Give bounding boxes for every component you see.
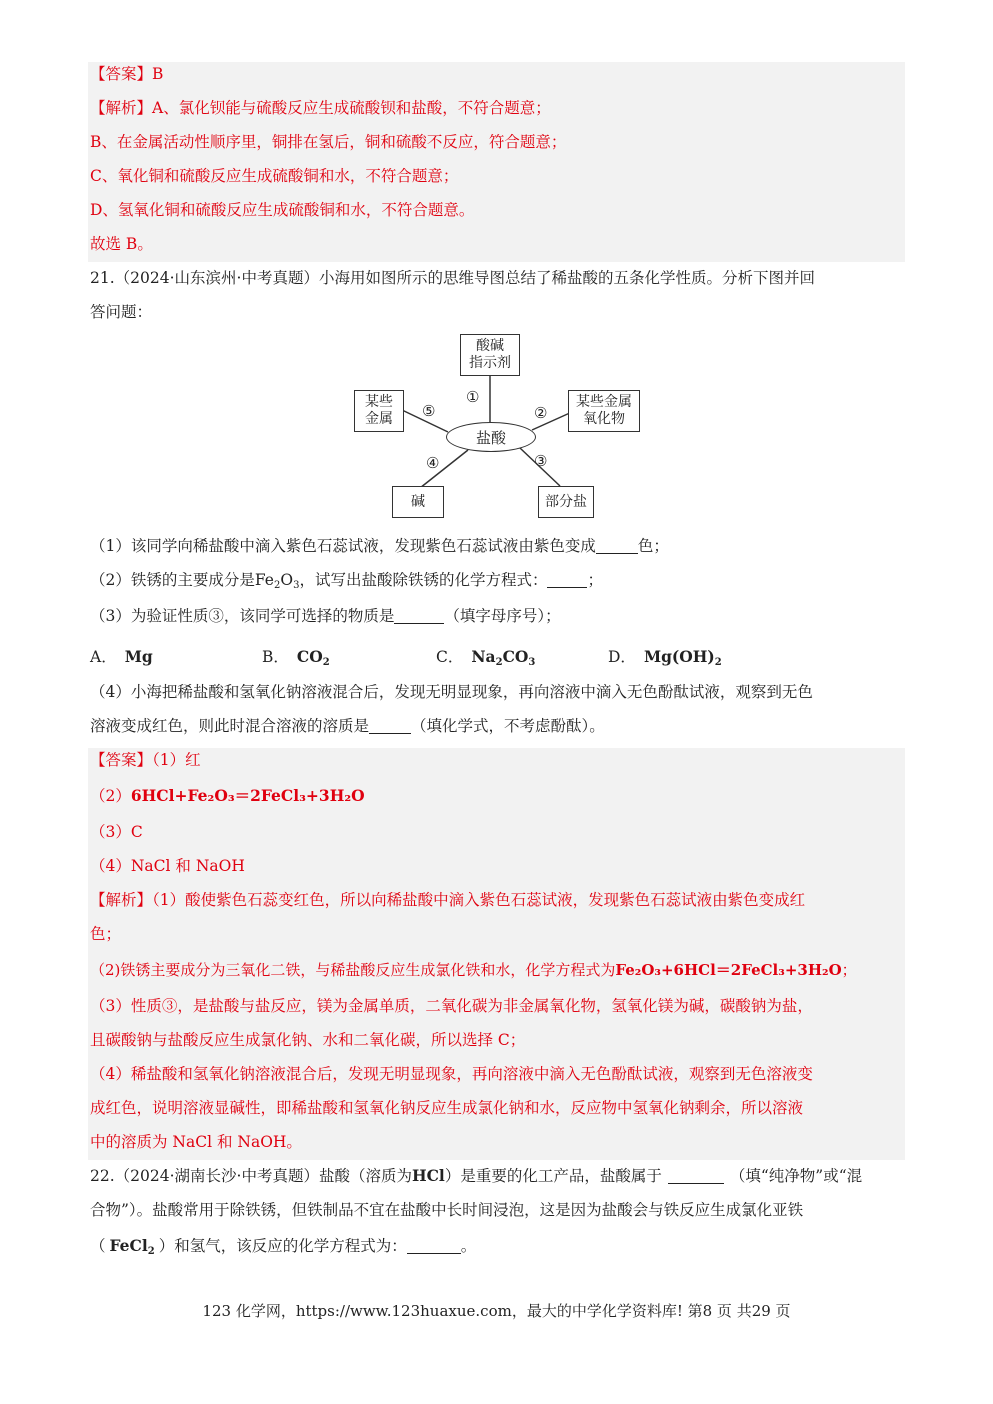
q21-sub4-line2: [90, 716, 605, 736]
fe2o3-formula: [255, 571, 300, 589]
q20-analysis-a: [90, 98, 551, 118]
fecl: FeCl: [109, 1236, 148, 1255]
q22-line2: 合物”）。盐酸常用于除铁锈，但铁制品不宜在盐酸中长时间浸泡，这是因为盐酸会与铁反应生成氯化亚铁: [90, 1201, 804, 1219]
answer-blank[interactable]: [369, 717, 411, 734]
q21-analysis-4a: （4）稀盐酸和氢氧化钠溶液混合后，发现无明显现象，再向溶液中滴入无色酚酞试液，观察到无色溶液变: [90, 1065, 813, 1083]
node-metal-line2: 金属: [365, 411, 393, 427]
option-d-text: [644, 647, 722, 666]
q21-analysis-1b: 色；: [90, 925, 122, 943]
sub3-text: （3）为验证性质: [90, 607, 209, 625]
label-2: ②: [534, 404, 548, 422]
node-metal-oxide-line1: 某些金属: [576, 394, 632, 410]
node-indicator: [460, 334, 520, 376]
circled-3: ③: [208, 607, 224, 625]
q21-answer-2: [90, 786, 365, 806]
sub2-text: （2）铁锈的主要成分是: [90, 571, 255, 589]
q21-analysis-4b: 成红色，说明溶液显碱性，即稀盐酸和氢氧化钠反应生成氯化钠和水，反应物中氢氧化钠剩余，所以溶液: [90, 1099, 804, 1117]
q22-mid: ）是重要的化工产品，盐酸属于: [444, 1167, 662, 1185]
q22-text: 22.（2024·湖南长沙·中考真题）盐酸（溶质为: [90, 1167, 412, 1185]
q21-sub3: [90, 606, 561, 626]
q20-analysis-d: D、氢氧化铜和硫酸反应生成硫酸铜和水，不符合题意。: [90, 201, 475, 219]
node-base-label: 碱: [411, 493, 425, 510]
mgoh: Mg(OH): [643, 647, 715, 666]
fecl2-formula: [110, 1236, 155, 1255]
answer-value: B: [152, 65, 164, 83]
option-d-label: D．: [608, 648, 636, 666]
sub: 2: [714, 657, 722, 668]
answer-blank[interactable]: [596, 537, 638, 554]
sub: 2: [495, 657, 503, 668]
answer-tag: 【答案】: [90, 751, 153, 769]
sub4-end: （填化学式，不考虑酚酞）。: [411, 717, 605, 735]
sub: 3: [528, 657, 536, 668]
q20-analysis-c: C、氧化铜和硫酸反应生成硫酸铜和水，不符合题意；: [90, 167, 459, 185]
q22-line1: [90, 1166, 862, 1186]
q20-answer-line: [90, 64, 163, 84]
sub4-text: 溶液变成红色，则此时混合溶液的溶质是: [90, 717, 370, 735]
analysis-end: ；: [841, 961, 857, 979]
o: O: [280, 571, 294, 589]
page-footer: 123 化学网，https://www.123huaxue.com，最大的中学化学资料库! 第8 页 共29 页: [202, 1302, 791, 1320]
q22-post: （填“纯净物”或“混: [729, 1167, 863, 1185]
answer-blank[interactable]: [547, 571, 587, 588]
option-a[interactable]: [90, 645, 153, 667]
q21-stem-line2: 答问题：: [90, 303, 153, 321]
option-a-label: A．: [90, 648, 117, 666]
option-b-text: [297, 647, 330, 666]
q21-sub2: [90, 570, 603, 590]
answer-blank[interactable]: [394, 607, 444, 624]
option-d[interactable]: [608, 645, 722, 667]
hcl-formula: HCl: [411, 1166, 445, 1185]
q22-text: ）和氢气，该反应的化学方程式为：: [158, 1237, 407, 1255]
node-metal-oxide-line2: 氧化物: [583, 411, 625, 427]
q20-answer-panel: [88, 62, 905, 262]
q21-analysis-3a: （3）性质③，是盐酸与盐反应，镁为金属单质，二氧化碳为非金属氧化物，氢氧化镁为碱，碳酸钠为盐，: [90, 997, 813, 1015]
sub: 3: [293, 580, 300, 591]
answer-text: （1）红: [152, 751, 201, 769]
label-4: ④: [426, 454, 440, 472]
sub2-end: ；: [587, 571, 603, 589]
answer-tag: 【答案】: [90, 65, 153, 83]
q21-analysis-2: [90, 960, 857, 980]
analysis-text: （2)铁锈主要成分为三氧化二铁，与稀盐酸反应生成氯化铁和水，化学方程式为: [90, 961, 616, 979]
option-c-text: [471, 647, 535, 666]
option-b[interactable]: [262, 645, 330, 667]
q21-analysis-3b: 且碳酸钠与盐酸反应生成氯化钠、水和二氧化碳，所以选择 C；: [90, 1031, 526, 1049]
node-indicator-line2: 指示剂: [469, 355, 511, 371]
q22-end: 。: [460, 1237, 477, 1255]
mind-map-diagram: [350, 330, 640, 522]
q21-answer-1: [90, 750, 201, 770]
sub1-text: （1）该同学向稀盐酸中滴入紫色石蕊试液，发现紫色石蕊试液由紫色变成: [90, 537, 596, 555]
sub: 2: [273, 580, 281, 591]
sub2-mid: ，试写出盐酸除铁锈的化学方程式：: [299, 571, 548, 589]
answer-blank[interactable]: [407, 1237, 461, 1254]
q21-sub1: [90, 536, 669, 556]
node-center-label: 盐酸: [475, 428, 506, 447]
label-1: ①: [466, 388, 480, 406]
label-3: ③: [534, 452, 548, 470]
analysis-text: A、氯化钡能与硫酸反应生成硫酸钡和盐酸，不符合题意；: [152, 99, 551, 117]
node-salt: [538, 486, 594, 518]
node-base: [392, 486, 444, 518]
analysis-tag: 【解析】: [90, 891, 153, 909]
q20-conclusion: 故选 B。: [90, 235, 153, 253]
sub3-mid: ，该同学可选择的物质是: [223, 607, 395, 625]
sub: 2: [322, 657, 330, 668]
option-a-text: Mg: [124, 647, 153, 666]
q21-answer-4: （4）NaCl 和 NaOH: [90, 857, 245, 875]
q21-analysis-1a: [90, 890, 805, 910]
label-5: ⑤: [422, 402, 436, 420]
q22-paren: （: [90, 1237, 106, 1255]
node-metal-line1: 某些: [365, 394, 393, 410]
analysis-equation: Fe₂O₃+6HCl＝2FeCl₃+3H₂O: [615, 961, 842, 979]
q21-analysis-4c: 中的溶质为 NaCl 和 NaOH。: [90, 1133, 302, 1151]
q21-stem-line1: 21.（2024·山东滨州·中考真题）小海用如图所示的思维导图总结了稀盐酸的五条化学性质。分析下图并回: [90, 269, 815, 287]
q21-sub4-line1: （4）小海把稀盐酸和氢氧化钠溶液混合后，发现无明显现象，再向溶液中滴入无色酚酞试液，观察到无色: [90, 683, 813, 701]
na: Na: [471, 647, 496, 666]
analysis-text: （1）酸使紫色石蕊变红色，所以向稀盐酸中滴入紫色石蕊试液，发现紫色石蕊试液由紫色变成红: [152, 891, 806, 909]
option-c[interactable]: [436, 645, 535, 667]
node-salt-label: 部分盐: [545, 493, 587, 510]
fe: Fe: [254, 571, 274, 589]
answer-blank[interactable]: [668, 1167, 724, 1184]
q21-answer-3: （3）C: [90, 823, 143, 841]
q22-line3: [90, 1236, 476, 1256]
co: CO: [296, 647, 323, 666]
co: CO: [502, 647, 529, 666]
analysis-tag: 【解析】: [90, 99, 153, 117]
option-b-label: B．: [262, 648, 289, 666]
node-metal-oxide: [568, 390, 640, 432]
q20-analysis-b: B、在金属活动性顺序里，铜排在氢后，铜和硫酸不反应，符合题意；: [90, 133, 567, 151]
node-metal: [354, 390, 404, 432]
answer-equation: 6HCl+Fe₂O₃＝2FeCl₃+3H₂O: [130, 786, 365, 805]
option-c-label: C．: [436, 648, 464, 666]
sub1-end: 色；: [637, 537, 669, 555]
sub3-end: （填字母序号）；: [444, 607, 561, 625]
node-center-hcl: [446, 422, 536, 452]
sub: 2: [147, 1246, 155, 1257]
answer-label: （2）: [90, 787, 131, 805]
node-indicator-line1: 酸碱: [476, 338, 504, 354]
